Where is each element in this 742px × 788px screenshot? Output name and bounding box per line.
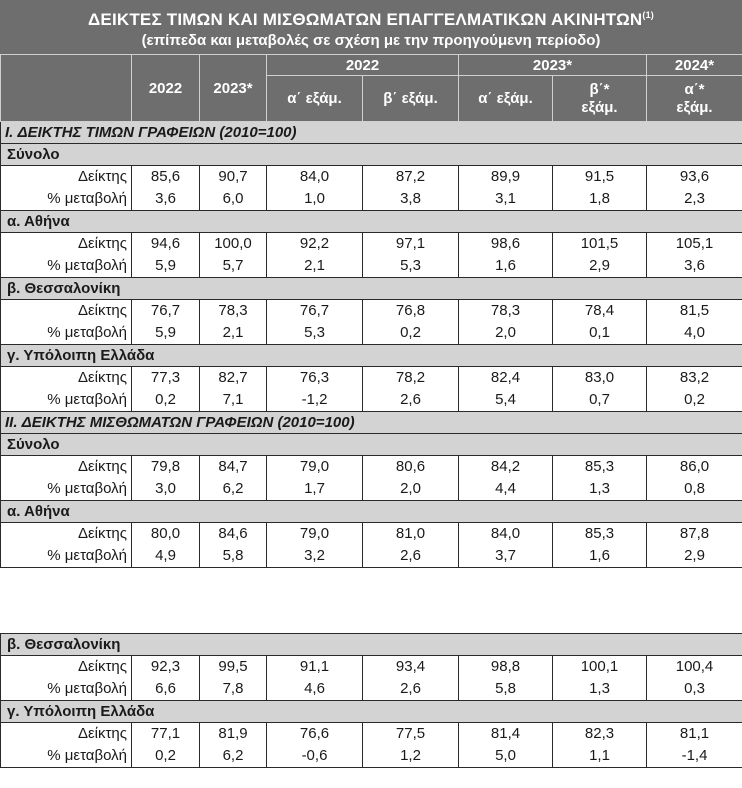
value-cell: 2,6 xyxy=(363,678,459,701)
change-row xyxy=(1,322,742,345)
group-title: α. Αθήνα xyxy=(1,211,742,233)
value-cell: 97,1 xyxy=(363,233,459,256)
row-label: % μεταβολή xyxy=(1,255,132,278)
indices-table xyxy=(0,54,742,568)
header-sub-a-2023: α΄ εξάμ. xyxy=(459,76,553,122)
row-label: % μεταβολή xyxy=(1,478,132,501)
table-title xyxy=(0,0,742,54)
group-row xyxy=(1,278,742,300)
row-label: Δείκτης xyxy=(1,166,132,189)
value-cell: 100,0 xyxy=(200,233,267,256)
header-sub-a-2024-line2: εξάμ. xyxy=(676,98,713,116)
value-cell: 1,2 xyxy=(363,745,459,768)
value-cell: 1,7 xyxy=(267,478,363,501)
value-cell: 105,1 xyxy=(647,233,742,256)
value-cell: 76,3 xyxy=(267,367,363,390)
value-cell: 77,5 xyxy=(363,723,459,746)
value-cell: 77,1 xyxy=(132,723,200,746)
group-title: β. Θεσσαλονίκη xyxy=(1,278,742,300)
value-cell: 3,0 xyxy=(132,478,200,501)
value-cell: 5,3 xyxy=(363,255,459,278)
value-cell: 99,5 xyxy=(200,656,267,679)
value-cell: 93,4 xyxy=(363,656,459,679)
value-cell: 0,2 xyxy=(132,389,200,412)
value-cell: 4,0 xyxy=(647,322,742,345)
value-cell: 7,8 xyxy=(200,678,267,701)
value-cell: 2,1 xyxy=(267,255,363,278)
index-row xyxy=(1,656,742,679)
value-cell: 4,4 xyxy=(459,478,553,501)
row-label: Δείκτης xyxy=(1,300,132,323)
header-sub-a-2024-line1: α΄* xyxy=(684,80,705,98)
index-row xyxy=(1,456,742,479)
value-cell: 0,2 xyxy=(132,745,200,768)
group-title: α. Αθήνα xyxy=(1,501,742,523)
header-col-2023: 2023* xyxy=(200,55,267,122)
title-footnote: (1) xyxy=(642,10,655,20)
value-cell: 86,0 xyxy=(647,456,742,479)
row-label: Δείκτης xyxy=(1,233,132,256)
value-cell: 2,0 xyxy=(459,322,553,345)
change-row xyxy=(1,678,742,701)
header-group-2023: 2023* xyxy=(459,55,647,76)
group-row xyxy=(1,434,742,456)
value-cell: 3,6 xyxy=(647,255,742,278)
group-row xyxy=(1,701,742,723)
header-corner xyxy=(1,55,132,122)
value-cell: 0,1 xyxy=(553,322,647,345)
value-cell: 4,9 xyxy=(132,545,200,568)
value-cell: 1,6 xyxy=(459,255,553,278)
group-title: Σύνολο xyxy=(1,144,742,166)
value-cell: 0,2 xyxy=(363,322,459,345)
value-cell: 3,1 xyxy=(459,188,553,211)
value-cell: 84,2 xyxy=(459,456,553,479)
index-row xyxy=(1,367,742,390)
value-cell: 76,7 xyxy=(132,300,200,323)
row-label: % μεταβολή xyxy=(1,188,132,211)
row-label: Δείκτης xyxy=(1,367,132,390)
value-cell: 92,2 xyxy=(267,233,363,256)
group-row xyxy=(1,144,742,166)
value-cell: 5,9 xyxy=(132,255,200,278)
value-cell: 0,7 xyxy=(553,389,647,412)
value-cell: 2,6 xyxy=(363,389,459,412)
value-cell: 0,8 xyxy=(647,478,742,501)
change-row xyxy=(1,545,742,568)
value-cell: 85,6 xyxy=(132,166,200,189)
value-cell: 78,2 xyxy=(363,367,459,390)
change-row xyxy=(1,255,742,278)
index-row xyxy=(1,523,742,546)
header-group-2024: 2024* xyxy=(647,55,742,76)
value-cell: 6,2 xyxy=(200,745,267,768)
value-cell: 0,2 xyxy=(647,389,742,412)
page-break-gap xyxy=(0,598,742,633)
row-label: Δείκτης xyxy=(1,456,132,479)
header-sub-b-2023-line1: β΄* xyxy=(589,80,610,98)
value-cell: 5,8 xyxy=(459,678,553,701)
value-cell: 3,8 xyxy=(363,188,459,211)
change-row xyxy=(1,745,742,768)
value-cell: 82,4 xyxy=(459,367,553,390)
value-cell: 81,1 xyxy=(647,723,742,746)
section-row xyxy=(1,122,742,144)
value-cell: 5,7 xyxy=(200,255,267,278)
group-title: γ. Υπόλοιπη Ελλάδα xyxy=(1,701,742,723)
value-cell: 83,0 xyxy=(553,367,647,390)
group-row xyxy=(1,634,742,656)
value-cell: 1,3 xyxy=(553,678,647,701)
row-label: % μεταβολή xyxy=(1,745,132,768)
value-cell: 84,7 xyxy=(200,456,267,479)
value-cell: 81,5 xyxy=(647,300,742,323)
value-cell: 1,8 xyxy=(553,188,647,211)
value-cell: 91,1 xyxy=(267,656,363,679)
value-cell: 84,0 xyxy=(459,523,553,546)
row-label: Δείκτης xyxy=(1,723,132,746)
value-cell: 76,6 xyxy=(267,723,363,746)
value-cell: 7,1 xyxy=(200,389,267,412)
title-subtitle: (επίπεδα και μεταβολές σε σχέση με την προηγούμενη περίοδο) xyxy=(141,32,601,49)
change-row xyxy=(1,389,742,412)
value-cell: 90,7 xyxy=(200,166,267,189)
value-cell: 3,6 xyxy=(132,188,200,211)
group-row xyxy=(1,501,742,523)
header-sub-b-2023 xyxy=(553,76,647,122)
value-cell: -0,6 xyxy=(267,745,363,768)
value-cell: 4,6 xyxy=(267,678,363,701)
value-cell: 84,6 xyxy=(200,523,267,546)
value-cell: 5,4 xyxy=(459,389,553,412)
value-cell: 100,4 xyxy=(647,656,742,679)
value-cell: 81,9 xyxy=(200,723,267,746)
value-cell: 5,9 xyxy=(132,322,200,345)
value-cell: 5,0 xyxy=(459,745,553,768)
value-cell: 2,6 xyxy=(363,545,459,568)
row-label: % μεταβολή xyxy=(1,322,132,345)
section-title: I. ΔΕΙΚΤΗΣ ΤΙΜΩΝ ΓΡΑΦΕΙΩΝ (2010=100) xyxy=(1,122,742,144)
value-cell: 81,0 xyxy=(363,523,459,546)
row-label: Δείκτης xyxy=(1,523,132,546)
value-cell: 79,0 xyxy=(267,523,363,546)
index-row xyxy=(1,300,742,323)
value-cell: -1,4 xyxy=(647,745,742,768)
table-body xyxy=(1,122,742,568)
value-cell: 78,3 xyxy=(200,300,267,323)
section-title: II. ΔΕΙΚΤΗΣ ΜΙΣΘΩΜΑΤΩΝ ΓΡΑΦΕΙΩΝ (2010=100) xyxy=(1,412,742,434)
value-cell: 91,5 xyxy=(553,166,647,189)
group-title: γ. Υπόλοιπη Ελλάδα xyxy=(1,345,742,367)
title-main xyxy=(0,3,742,32)
value-cell: 76,8 xyxy=(363,300,459,323)
value-cell: 79,8 xyxy=(132,456,200,479)
value-cell: 83,2 xyxy=(647,367,742,390)
indices-table-continued xyxy=(0,633,742,768)
value-cell: 85,3 xyxy=(553,456,647,479)
value-cell: 89,9 xyxy=(459,166,553,189)
value-cell: 1,1 xyxy=(553,745,647,768)
header-row-years xyxy=(1,55,742,76)
value-cell: 98,6 xyxy=(459,233,553,256)
value-cell: 0,3 xyxy=(647,678,742,701)
value-cell: 6,0 xyxy=(200,188,267,211)
value-cell: 76,7 xyxy=(267,300,363,323)
value-cell: 2,0 xyxy=(363,478,459,501)
value-cell: 92,3 xyxy=(132,656,200,679)
value-cell: 1,3 xyxy=(553,478,647,501)
value-cell: 78,3 xyxy=(459,300,553,323)
value-cell: 2,9 xyxy=(647,545,742,568)
change-row xyxy=(1,478,742,501)
value-cell: 2,3 xyxy=(647,188,742,211)
section-row xyxy=(1,412,742,434)
value-cell: 6,2 xyxy=(200,478,267,501)
value-cell: -1,2 xyxy=(267,389,363,412)
group-row xyxy=(1,211,742,233)
row-label: % μεταβολή xyxy=(1,545,132,568)
value-cell: 87,2 xyxy=(363,166,459,189)
value-cell: 85,3 xyxy=(553,523,647,546)
value-cell: 78,4 xyxy=(553,300,647,323)
header-col-2022: 2022 xyxy=(132,55,200,122)
value-cell: 82,3 xyxy=(553,723,647,746)
header-sub-b-2023-line2: εξάμ. xyxy=(581,98,618,116)
value-cell: 1,6 xyxy=(553,545,647,568)
value-cell: 77,3 xyxy=(132,367,200,390)
value-cell: 3,7 xyxy=(459,545,553,568)
value-cell: 100,1 xyxy=(553,656,647,679)
header-group-2022: 2022 xyxy=(267,55,459,76)
value-cell: 80,0 xyxy=(132,523,200,546)
header-sub-b-2022: β΄ εξάμ. xyxy=(363,76,459,122)
value-cell: 3,2 xyxy=(267,545,363,568)
value-cell: 94,6 xyxy=(132,233,200,256)
value-cell: 5,8 xyxy=(200,545,267,568)
index-row xyxy=(1,723,742,746)
row-label: % μεταβολή xyxy=(1,678,132,701)
value-cell: 84,0 xyxy=(267,166,363,189)
value-cell: 2,1 xyxy=(200,322,267,345)
table-body-continued xyxy=(1,634,742,768)
value-cell: 93,6 xyxy=(647,166,742,189)
value-cell: 6,6 xyxy=(132,678,200,701)
value-cell: 2,9 xyxy=(553,255,647,278)
value-cell: 101,5 xyxy=(553,233,647,256)
value-cell: 82,7 xyxy=(200,367,267,390)
row-label: % μεταβολή xyxy=(1,389,132,412)
index-row xyxy=(1,166,742,189)
index-row xyxy=(1,233,742,256)
group-row xyxy=(1,345,742,367)
title-text: ΔΕΙΚΤΕΣ ΤΙΜΩΝ ΚΑΙ ΜΙΣΘΩΜΑΤΩΝ ΕΠΑΓΓΕΛΜΑΤΙΚΩΝ ΑΚΙΝΗΤΩΝ xyxy=(87,10,643,29)
group-title: β. Θεσσαλονίκη xyxy=(1,634,742,656)
header-sub-a-2024 xyxy=(647,76,742,122)
value-cell: 5,3 xyxy=(267,322,363,345)
row-label: Δείκτης xyxy=(1,656,132,679)
value-cell: 98,8 xyxy=(459,656,553,679)
value-cell: 87,8 xyxy=(647,523,742,546)
group-title: Σύνολο xyxy=(1,434,742,456)
value-cell: 1,0 xyxy=(267,188,363,211)
change-row xyxy=(1,188,742,211)
value-cell: 81,4 xyxy=(459,723,553,746)
value-cell: 80,6 xyxy=(363,456,459,479)
value-cell: 79,0 xyxy=(267,456,363,479)
header-sub-a-2022: α΄ εξάμ. xyxy=(267,76,363,122)
